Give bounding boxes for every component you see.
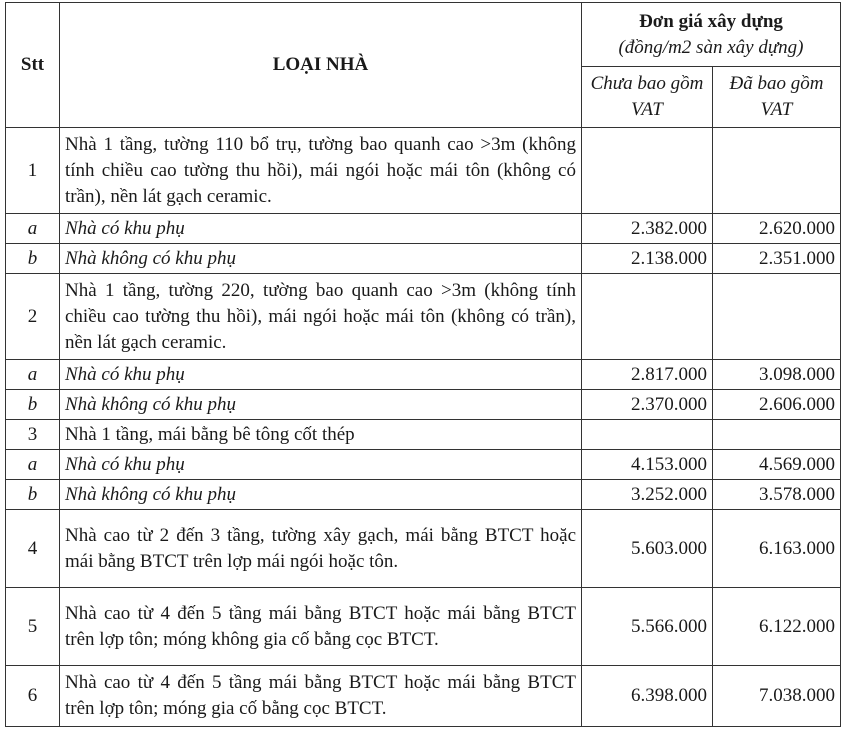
row-name: Nhà 1 tầng, mái bằng bê tông cốt thép xyxy=(60,420,582,450)
row-stt: 5 xyxy=(6,588,60,666)
header-da-vat: Đã bao gồm VAT xyxy=(713,67,841,128)
row-name: Nhà không có khu phụ xyxy=(60,244,582,274)
row-name: Nhà cao từ 4 đến 5 tầng mái bằng BTCT hoặc mái bằng BTCT trên lợp tôn; móng gia cố bằng cọc BTCT. xyxy=(60,666,582,727)
table-row xyxy=(6,390,841,420)
row-price-with-vat xyxy=(713,420,841,450)
header-don-gia xyxy=(582,3,841,67)
header-loai-nha: LOẠI NHÀ xyxy=(60,3,582,128)
row-price-before-vat: 3.252.000 xyxy=(582,480,713,510)
row-name: Nhà có khu phụ xyxy=(60,360,582,390)
row-price-with-vat: 2.620.000 xyxy=(713,214,841,244)
row-stt: a xyxy=(6,360,60,390)
row-stt: a xyxy=(6,450,60,480)
header-stt: Stt xyxy=(6,3,60,128)
table-header xyxy=(6,3,841,128)
table-body xyxy=(6,128,841,727)
table-row xyxy=(6,360,841,390)
row-name: Nhà 1 tầng, tường 220, tường bao quanh cao >3m (không tính chiều cao tường thu hồi), mái ngói hoặc mái tôn (không có trần), nền lát gạch ceramic. xyxy=(60,274,582,360)
row-price-with-vat: 2.606.000 xyxy=(713,390,841,420)
row-price-with-vat: 6.122.000 xyxy=(713,588,841,666)
row-name: Nhà cao từ 4 đến 5 tầng mái bằng BTCT hoặc mái bằng BTCT trên lợp tôn; móng không gia cố bằng cọc BTCT. xyxy=(60,588,582,666)
table-row xyxy=(6,214,841,244)
row-price-before-vat: 2.382.000 xyxy=(582,214,713,244)
header-chua-vat: Chưa bao gồm VAT xyxy=(582,67,713,128)
row-stt: 4 xyxy=(6,510,60,588)
row-stt: a xyxy=(6,214,60,244)
row-price-with-vat xyxy=(713,274,841,360)
row-price-before-vat: 5.603.000 xyxy=(582,510,713,588)
row-price-before-vat xyxy=(582,420,713,450)
row-price-with-vat xyxy=(713,128,841,214)
row-stt: 3 xyxy=(6,420,60,450)
row-price-before-vat: 2.138.000 xyxy=(582,244,713,274)
price-table xyxy=(5,2,841,727)
table-row xyxy=(6,274,841,360)
row-price-before-vat: 6.398.000 xyxy=(582,666,713,727)
row-price-with-vat: 3.098.000 xyxy=(713,360,841,390)
row-price-with-vat: 7.038.000 xyxy=(713,666,841,727)
row-price-before-vat: 5.566.000 xyxy=(582,588,713,666)
table-row xyxy=(6,244,841,274)
row-price-with-vat: 3.578.000 xyxy=(713,480,841,510)
table-row xyxy=(6,128,841,214)
table-row xyxy=(6,480,841,510)
table-row xyxy=(6,666,841,727)
header-don-gia-title: Đơn giá xây dựng xyxy=(639,10,783,32)
table-row xyxy=(6,450,841,480)
row-price-before-vat: 4.153.000 xyxy=(582,450,713,480)
row-name: Nhà có khu phụ xyxy=(60,214,582,244)
row-name: Nhà 1 tầng, tường 110 bổ trụ, tường bao quanh cao >3m (không tính chiều cao tường thu hồi), mái ngói hoặc mái tôn (không có trần), nền lát gạch ceramic. xyxy=(60,128,582,214)
header-don-gia-unit: (đồng/m2 sàn xây dựng) xyxy=(618,36,804,58)
row-name: Nhà không có khu phụ xyxy=(60,480,582,510)
table-row xyxy=(6,510,841,588)
row-stt: 6 xyxy=(6,666,60,727)
row-price-before-vat: 2.370.000 xyxy=(582,390,713,420)
row-stt: 1 xyxy=(6,128,60,214)
row-price-with-vat: 4.569.000 xyxy=(713,450,841,480)
row-price-with-vat: 6.163.000 xyxy=(713,510,841,588)
table-row xyxy=(6,588,841,666)
row-name: Nhà có khu phụ xyxy=(60,450,582,480)
row-price-before-vat xyxy=(582,274,713,360)
table-row xyxy=(6,420,841,450)
row-stt: 2 xyxy=(6,274,60,360)
row-price-before-vat xyxy=(582,128,713,214)
row-price-before-vat: 2.817.000 xyxy=(582,360,713,390)
row-stt: b xyxy=(6,480,60,510)
row-stt: b xyxy=(6,244,60,274)
row-name: Nhà cao từ 2 đến 3 tầng, tường xây gạch, mái bằng BTCT hoặc mái bằng BTCT trên lợp mái ngói hoặc tôn. xyxy=(60,510,582,588)
row-price-with-vat: 2.351.000 xyxy=(713,244,841,274)
row-stt: b xyxy=(6,390,60,420)
row-name: Nhà không có khu phụ xyxy=(60,390,582,420)
